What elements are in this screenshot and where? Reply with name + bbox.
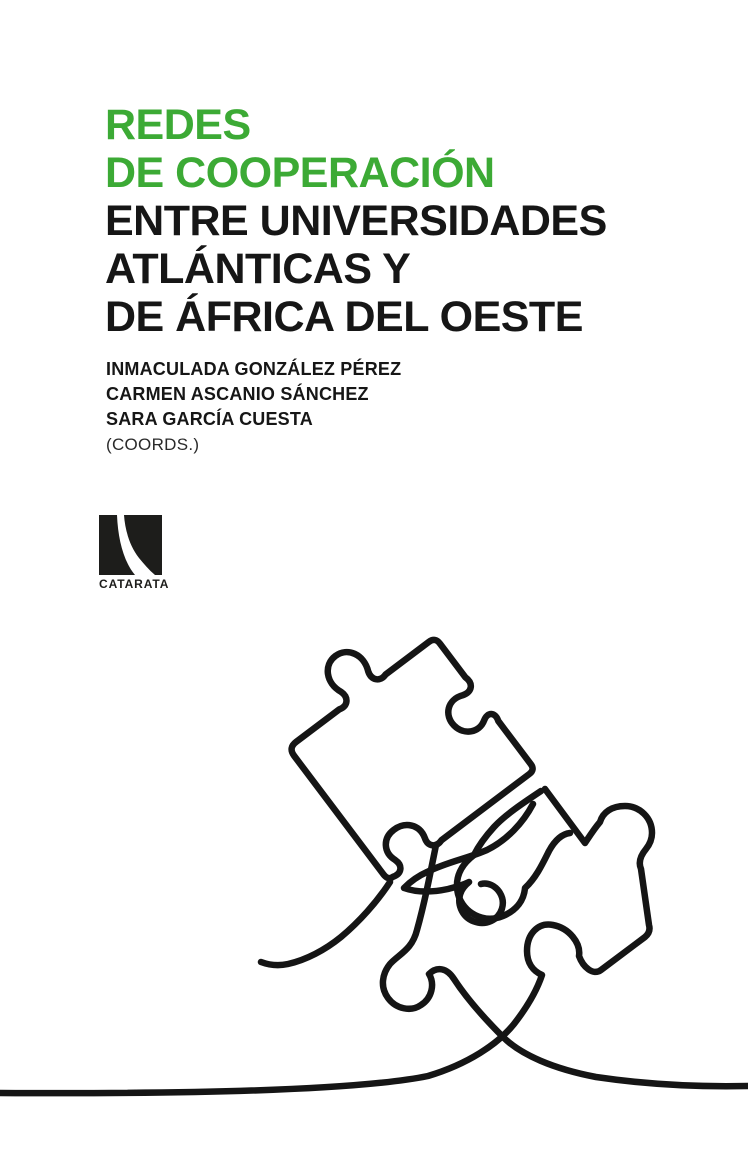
authors-block [106,357,526,457]
author-name: SARA GARCÍA CUESTA [106,409,313,429]
author-name: CARMEN ASCANIO SÁNCHEZ [106,384,369,404]
puzzle-overshoot-line [261,882,390,965]
puzzle-tail-right-baseline [383,845,748,1086]
title-line-green-2: DE COOPERACIÓN [105,149,495,197]
catarata-waterfall-icon [99,515,162,575]
author-name: INMACULADA GONZÁLEZ PÉREZ [106,359,402,379]
title-line-black-2: ATLÁNTICAS Y [105,245,411,293]
title-block [105,101,705,341]
publisher-name: CATARATA [99,577,170,591]
title-line-green-1: REDES [105,101,251,149]
puzzle-piece-upper [261,601,536,881]
title-line-black-1: ENTRE UNIVERSIDADES [105,197,607,245]
puzzle-piece-lower [0,789,652,1093]
title-line-black-3: DE ÁFRICA DEL OESTE [105,293,583,341]
coordinators-label: (COORDS.) [106,435,200,454]
puzzle-swoosh-line [404,804,533,923]
puzzle-hook-line [457,791,570,919]
publisher-logo [99,515,179,591]
